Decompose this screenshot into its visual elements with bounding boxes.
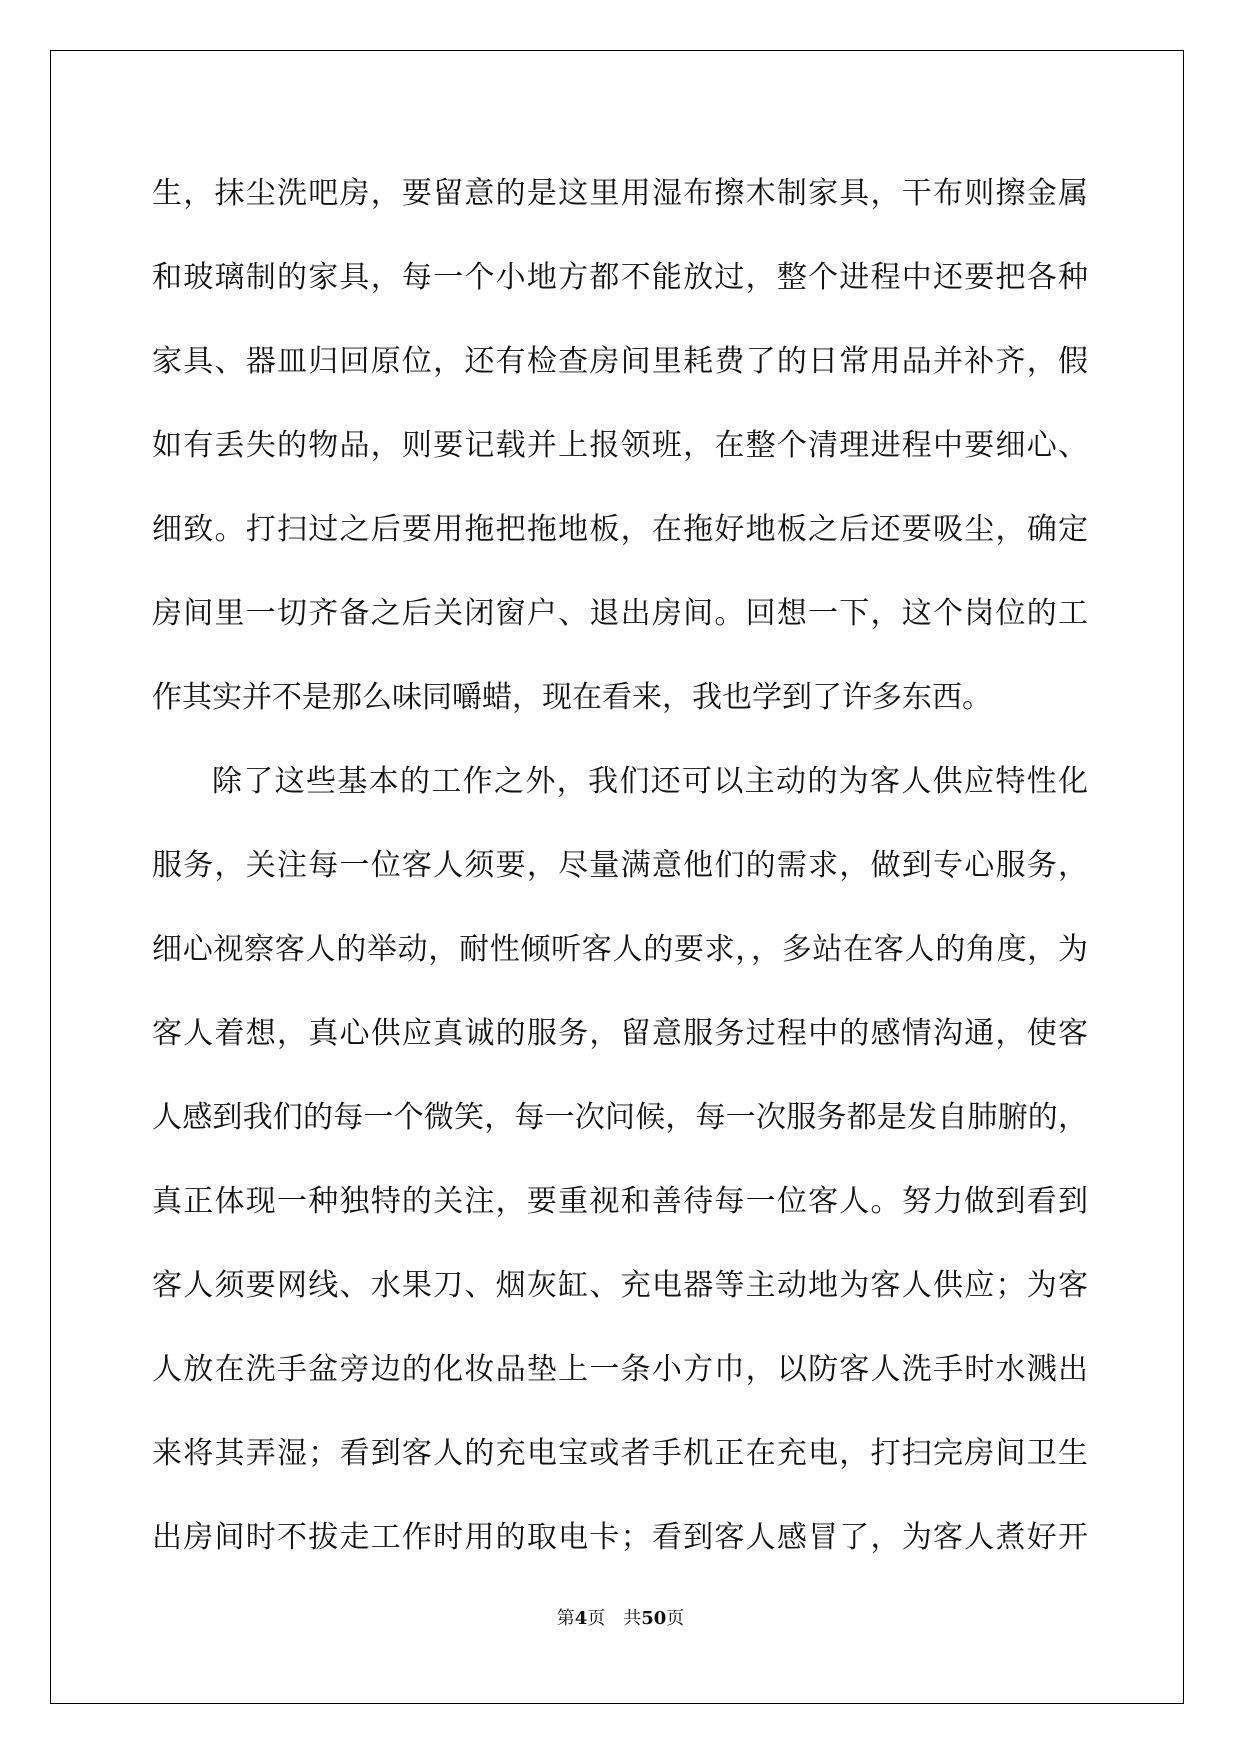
total-suffix: 页	[666, 1608, 685, 1629]
text-line: 来将其弄湿；看到客人的充电宝或者手机正在充电，打扫完房间卫生	[152, 1436, 1088, 1471]
text-line: 细致。打扫过之后要用拖把拖地板，在拖好地板之后还要吸尘，确定	[152, 512, 1088, 547]
text-line: 生，抹尘洗吧房，要留意的是这里用湿布擦木制家具，干布则擦金属	[152, 176, 1088, 211]
text-line: 人感到我们的每一个微笑，每一次问候，每一次服务都是发自肺腑的，	[152, 1100, 1088, 1135]
text-line: 家具、器皿归回原位，还有检查房间里耗费了的日常用品并补齐，假	[152, 344, 1088, 379]
text-line: 人放在洗手盆旁边的化妆品垫上一条小方巾，以防客人洗手时水溅出	[152, 1352, 1088, 1387]
text-line: 和玻璃制的家具，每一个小地方都不能放过，整个进程中还要把各种	[152, 260, 1088, 295]
text-line: 客人须要网线、水果刀、烟灰缸、充电器等主动地为客人供应；为客	[152, 1268, 1088, 1303]
text-line: 细心视察客人的举动，耐性倾听客人的要求，，多站在客人的角度，为	[152, 932, 1088, 967]
paragraph-first-line: 除了这些基本的工作之外，我们还可以主动的为客人供应特性化	[212, 764, 1088, 799]
page-footer	[0, 1604, 1241, 1630]
text-line: 客人着想，真心供应真诚的服务，留意服务过程中的感情沟通，使客	[152, 1016, 1088, 1051]
page-prefix: 第	[556, 1608, 575, 1629]
total-prefix: 共	[623, 1608, 642, 1629]
text-line: 如有丢失的物品，则要记载并上报领班，在整个清理进程中要细心、	[152, 428, 1088, 463]
text-line: 作其实并不是那么味同嚼蜡，现在看来，我也学到了许多东西。	[152, 680, 992, 715]
page-suffix: 页	[587, 1608, 606, 1629]
total-pages: 50	[641, 1608, 667, 1629]
text-line: 出房间时不拔走工作时用的取电卡；看到客人感冒了，为客人煮好开	[152, 1520, 1088, 1555]
text-line: 真正体现一种独特的关注，要重视和善待每一位客人。努力做到看到	[152, 1184, 1088, 1219]
text-line: 房间里一切齐备之后关闭窗户、退出房间。回想一下，这个岗位的工	[152, 596, 1088, 631]
page-number: 4	[574, 1608, 588, 1629]
document-body	[152, 164, 1088, 1592]
text-line: 服务，关注每一位客人须要，尽量满意他们的需求，做到专心服务，	[152, 848, 1088, 883]
